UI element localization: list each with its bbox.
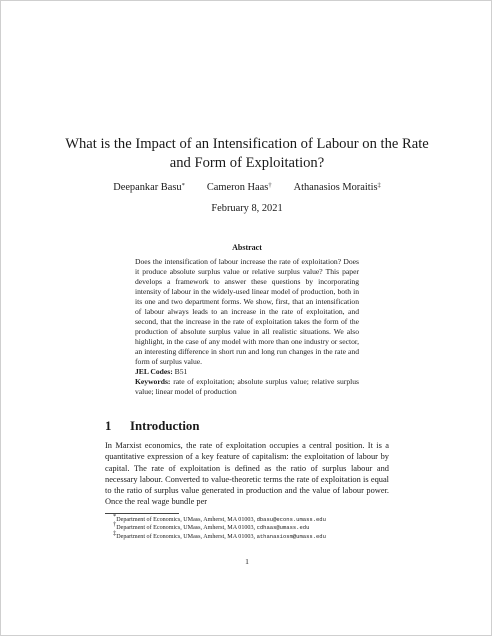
- author-name: Athanasios Moraitis: [293, 182, 378, 193]
- author-3: [294, 181, 381, 194]
- footnote-text: Department of Economics, UMass, Amherst, MA 01003,: [116, 517, 256, 523]
- jel-codes-label: JEL Codes:: [135, 367, 173, 376]
- paper-date: February 8, 2021: [211, 203, 283, 214]
- footnote-text: Department of Economics, UMass, Amherst, MA 01003,: [116, 533, 256, 540]
- footnote-text: Department of Economics, UMass, Amherst, MA 01003,: [116, 525, 256, 532]
- footnote-email: athanasiosm@umass.edu: [256, 532, 326, 540]
- author-2: [207, 181, 272, 194]
- author-1: [113, 181, 185, 194]
- jel-codes-value: B51: [174, 367, 188, 376]
- footnote-email: cdhaas@umass.edu: [256, 524, 310, 532]
- keywords-label: Keywords:: [135, 377, 171, 386]
- paper-title: What is the Impact of an Intensification of Labour on the Rate and Form of Exploitation?: [65, 136, 429, 171]
- footnote-email: dbasu@econs.umass.edu: [256, 516, 326, 523]
- author-list: [71, 181, 423, 194]
- footnote-3: [105, 529, 395, 541]
- introduction-paragraph: In Marxist economics, the rate of exploitation occupies a central position. It is a quantitative expression of a key feature of capitalism: the exploitation of labour by capital. The rate of exploitation is defined as the ratio of surplus labour and necessary labour. Converted to value-theoretic terms the rate of exploitation is equal to the ratio of surplus value generated in production and the value of labour power. Once the real wage bundle per: [105, 441, 389, 507]
- footnote-1: [105, 513, 395, 524]
- page-number: 1: [245, 557, 249, 566]
- footnote-mark: ‡: [113, 529, 117, 537]
- affiliation-mark: ‡: [377, 182, 381, 189]
- abstract-body: Does the intensification of labour increase the rate of exploitation? Does it produce absolute surplus value or relative surplus value? This paper develops a framework to answer these questions by incorporating intensity of labour in the widely-used linear model of production, both in its one and two department forms. We show, first, that an intensification of labour always leads to an increase in the rate of exploitation, and second, that the increase in the rate of exploitation takes the form of the production of absolute surplus value in all realistic situations. We also highlight, in the case of any model with more than one industry or sector, an interesting difference in short run and long run changes in the rate and form of surplus value.: [135, 257, 359, 366]
- footnote-mark: *: [113, 513, 117, 520]
- keywords: [135, 377, 359, 397]
- affiliation-mark: *: [181, 182, 185, 189]
- section-title: Introduction: [130, 419, 200, 433]
- footnotes: [105, 513, 395, 541]
- footnote-2: [105, 521, 395, 532]
- author-name: Cameron Haas: [206, 182, 269, 193]
- abstract-block: [135, 243, 359, 397]
- abstract-heading: Abstract: [232, 243, 262, 252]
- jel-codes: [135, 367, 359, 377]
- author-name: Deepankar Basu: [113, 182, 182, 193]
- keywords-value: rate of exploitation; absolute surplus value; relative surplus value; linear model of production: [135, 377, 359, 396]
- affiliation-mark: †: [268, 182, 272, 189]
- section-heading: [105, 418, 405, 434]
- section-number: 1: [105, 419, 112, 433]
- footnote-mark: †: [113, 521, 117, 529]
